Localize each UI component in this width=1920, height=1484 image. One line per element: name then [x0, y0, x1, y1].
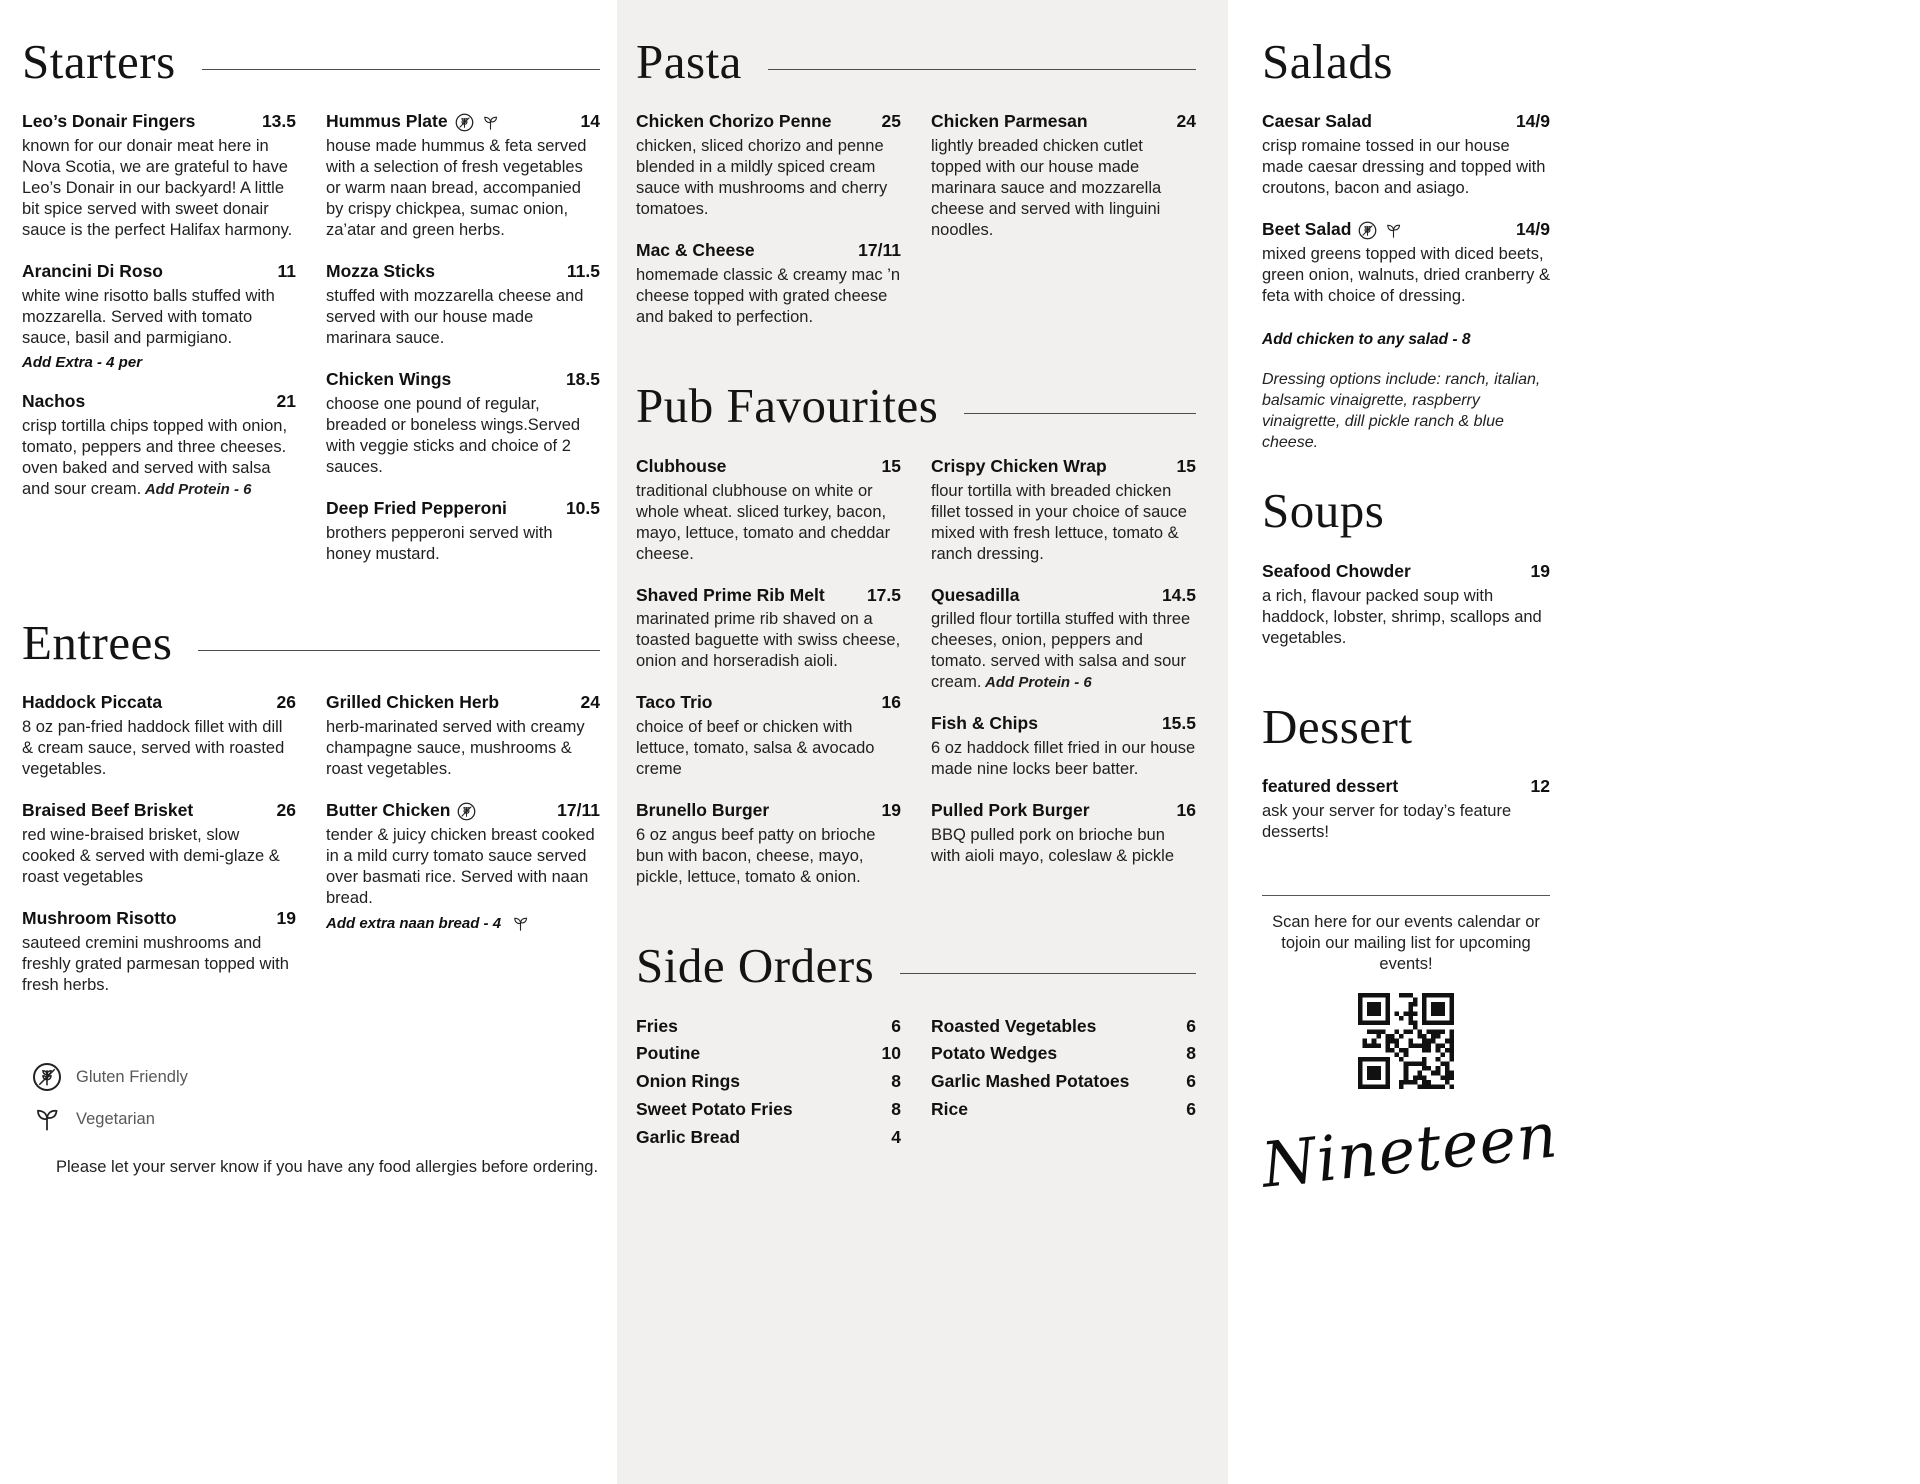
menu-item	[931, 1016, 1196, 1038]
item-price: 4	[891, 1127, 901, 1148]
item-description: known for our donair meat here in Nova Scotia, we are grateful to have Leo’s Donair in our backyard! A little bit spice served with sweet donair sauce is the perfect Halifax harmony.	[22, 137, 293, 240]
item-description: brothers pepperoni served with honey mustard.	[326, 523, 553, 563]
vegetarian-icon	[481, 113, 500, 132]
menu-item-header	[931, 585, 1196, 607]
menu-column	[1262, 561, 1550, 669]
section-header	[22, 36, 600, 87]
item-description: lightly breaded chicken cutlet topped with our house made marinara sauce and mozzarella cheese and served with linguini noodles.	[931, 137, 1162, 240]
item-name: Chicken Parmesan	[931, 111, 1088, 132]
item-price: 8	[891, 1071, 901, 1092]
item-name: Fish & Chips	[931, 713, 1038, 734]
menu-item	[636, 1071, 901, 1093]
menu-item	[636, 1016, 901, 1038]
menu-item	[1262, 111, 1550, 199]
item-name: Brunello Burger	[636, 800, 770, 821]
legend-row-vegetarian	[22, 1104, 600, 1134]
item-price: 6	[891, 1015, 901, 1036]
menu-item	[931, 585, 1196, 694]
item-addon-note	[22, 354, 296, 371]
menu-item-header	[326, 369, 600, 391]
section-title-starters: Starters	[22, 34, 176, 89]
menu-item	[636, 692, 901, 780]
item-name: Mushroom Risotto	[22, 908, 177, 929]
item-name: Braised Beef Brisket	[22, 800, 194, 821]
item-description: 6 oz haddock fillet fried in our house made nine locks beer batter.	[931, 739, 1196, 779]
item-description: BBQ pulled pork on brioche bun with aioli mayo, coleslaw & pickle	[931, 826, 1175, 866]
item-price: 24	[1176, 111, 1196, 132]
gluten-friendly-icon	[32, 1062, 62, 1092]
item-price: 24	[580, 692, 600, 713]
menu-item-header	[326, 498, 600, 520]
menu-item-header	[1262, 111, 1550, 133]
section-header	[636, 938, 1196, 994]
menu-item	[326, 369, 600, 478]
item-name: Leo’s Donair Fingers	[22, 111, 196, 132]
item-price: 15	[1176, 455, 1196, 476]
menu-item	[636, 240, 901, 328]
menu-item	[931, 713, 1196, 780]
item-price: 14/9	[1515, 111, 1550, 132]
item-price: 19	[1530, 560, 1550, 581]
section-rule	[964, 413, 1196, 414]
allergy-note: Please let your server know if you have any food allergies before ordering.	[56, 1158, 599, 1176]
section-pub-favourites	[636, 380, 1196, 908]
vegetarian-icon	[511, 914, 530, 933]
dessert-items	[1262, 776, 1550, 863]
menu-item-header	[326, 111, 600, 133]
section-header	[22, 614, 600, 670]
item-description: white wine risotto balls stuffed with mozzarella. Served with tomato sauce, basil and parmigiano.	[22, 287, 275, 348]
item-price: 17/11	[557, 800, 600, 821]
item-name: Hummus Plate	[326, 111, 448, 132]
menu-item	[931, 1099, 1196, 1121]
section-rule	[202, 69, 600, 70]
item-price: 8	[1186, 1043, 1196, 1064]
item-description: 8 oz pan-fried haddock fillet with dill & cream sauce, served with roasted vegetables.	[22, 718, 285, 779]
menu-item	[636, 1127, 901, 1149]
legend	[22, 1062, 600, 1177]
menu-item	[326, 261, 600, 349]
item-addon-note: Add Protein - 6	[981, 674, 1092, 692]
item-price: 10	[881, 1043, 901, 1064]
item-price: 26	[276, 800, 296, 821]
item-description: herb-marinated served with creamy champagne sauce, mushrooms & roast vegetables.	[326, 718, 585, 779]
gluten-friendly-icon	[455, 113, 474, 132]
item-name: Onion Rings	[636, 1071, 741, 1092]
item-description: chicken, sliced chorizo and penne blended in a mildly spiced cream sauce with mushrooms and cherry tomatoes.	[636, 137, 888, 219]
item-name: Potato Wedges	[931, 1043, 1058, 1064]
menu-column	[931, 1016, 1196, 1128]
item-name: Fries	[636, 1015, 678, 1036]
item-price: 16	[881, 692, 901, 713]
side-orders-items	[636, 1016, 1196, 1155]
pub-favourites-items	[636, 456, 1196, 909]
item-description: choice of beef or chicken with lettuce, tomato, salsa & avocado creme	[636, 718, 875, 779]
menu-item-header	[636, 1043, 901, 1065]
menu-item	[22, 391, 296, 500]
item-price: 6	[1186, 1015, 1196, 1036]
menu-item-header	[931, 1016, 1196, 1038]
menu-item-header	[1262, 219, 1550, 241]
item-price: 12	[1530, 775, 1550, 796]
menu-item	[636, 111, 901, 220]
vegetarian-label: Vegetarian	[76, 1109, 155, 1128]
section-title-dessert: Dessert	[1262, 698, 1413, 754]
item-addon-note: Add Protein - 6	[141, 481, 252, 499]
menu-item-header	[636, 456, 901, 478]
menu-item-header	[22, 800, 296, 822]
middle-column	[636, 36, 1196, 1187]
menu-item	[1262, 219, 1550, 307]
item-name: Taco Trio	[636, 692, 713, 713]
section-title-pub-favourites: Pub Favourites	[636, 378, 939, 434]
menu-column	[22, 111, 296, 520]
gluten-friendly-icon	[1358, 221, 1377, 240]
item-name: Mac & Cheese	[636, 240, 755, 261]
menu-item	[1262, 776, 1550, 843]
item-price: 16	[1176, 800, 1196, 821]
pasta-items	[636, 111, 1196, 348]
section-rule	[198, 650, 600, 651]
menu-item	[931, 1071, 1196, 1093]
menu-item	[326, 692, 600, 780]
menu-item	[326, 498, 600, 565]
item-description: grilled flour tortilla stuffed with three cheeses, onion, peppers and tomato. served with salsa and sour cream. Add Protein - 6	[931, 610, 1191, 692]
menu-item-header	[326, 692, 600, 714]
menu-item-header	[931, 800, 1196, 822]
item-name: Seafood Chowder	[1262, 560, 1411, 581]
item-description: mixed greens topped with diced beets, green onion, walnuts, dried cranberry & feta with choice of dressing.	[1262, 245, 1550, 306]
item-price: 17.5	[866, 584, 901, 605]
item-name: Pulled Pork Burger	[931, 800, 1090, 821]
menu-item	[22, 261, 296, 371]
salad-add-chicken-note: Add chicken to any salad - 8	[1262, 331, 1471, 349]
item-description: homemade classic & creamy mac ’n cheese topped with grated cheese and baked to perfection.	[636, 266, 901, 327]
menu-item	[636, 1043, 901, 1065]
menu-item	[636, 456, 901, 565]
item-price: 15.5	[1161, 713, 1196, 734]
menu-column	[326, 692, 600, 953]
section-title-side-orders: Side Orders	[636, 938, 875, 994]
item-description: house made hummus & feta served with a selection of fresh vegetables or warm naan bread, accompanied by crispy chickpea, sumac onion, za’atar and green herbs.	[326, 137, 587, 240]
item-description: stuffed with mozzarella cheese and served with our house made marinara sauce.	[326, 287, 584, 348]
item-price: 18.5	[565, 369, 600, 390]
menu-item	[931, 456, 1196, 565]
events-block	[1262, 895, 1550, 1089]
qr-code	[1358, 993, 1454, 1089]
item-description: a rich, flavour packed soup with haddock, lobster, shrimp, scallops and vegetables.	[1262, 586, 1542, 647]
menu-item-header	[636, 585, 901, 607]
item-name: Garlic Mashed Potatoes	[931, 1071, 1130, 1092]
gluten-friendly-icon	[457, 802, 476, 821]
item-name: Caesar Salad	[1262, 111, 1372, 132]
section-title-pasta: Pasta	[636, 34, 742, 89]
menu-item-header	[1262, 561, 1550, 583]
section-title-soups: Soups	[1262, 483, 1385, 539]
item-description: choose one pound of regular, breaded or boneless wings.Served with veggie sticks and choice of 2 sauces.	[326, 395, 581, 477]
menu-item-header	[931, 713, 1196, 735]
item-name: Chicken Chorizo Penne	[636, 111, 832, 132]
menu-item	[636, 1099, 901, 1121]
item-description: red wine-braised brisket, slow cooked & served with demi-glaze & roast vegetables	[22, 826, 280, 887]
section-dessert	[1262, 698, 1550, 863]
left-column	[22, 36, 600, 1177]
section-salads	[1262, 36, 1550, 453]
menu-item-header	[22, 111, 296, 133]
item-price: 10.5	[565, 498, 600, 519]
section-rule	[768, 69, 1196, 70]
item-name: Sweet Potato Fries	[636, 1099, 793, 1120]
menu-item-header	[636, 1016, 901, 1038]
menu-item-header	[931, 1099, 1196, 1121]
menu-item-header	[636, 800, 901, 822]
menu-column	[1262, 776, 1550, 863]
gluten-friendly-label: Gluten Friendly	[76, 1067, 188, 1086]
item-price: 8	[891, 1099, 901, 1120]
menu-item-header	[22, 391, 296, 413]
section-pasta	[636, 36, 1196, 348]
menu-column	[636, 1016, 901, 1155]
menu-column	[326, 111, 600, 585]
section-starters	[22, 36, 600, 585]
right-column	[1258, 34, 1562, 1202]
events-text: Scan here for our events calendar or tojoin our mailing list for upcoming events!	[1272, 912, 1540, 973]
menu-item	[22, 800, 296, 888]
item-name: Haddock Piccata	[22, 692, 163, 713]
item-description: crisp romaine tossed in our house made caesar dressing and topped with croutons, bacon and asiago.	[1262, 137, 1546, 198]
item-price: 14	[580, 111, 600, 132]
item-price: 15	[881, 455, 901, 476]
section-side-orders	[636, 940, 1196, 1155]
menu-column	[1262, 111, 1550, 327]
item-addon-text: Add extra naan bread - 4	[326, 915, 502, 933]
menu-column	[931, 111, 1196, 261]
item-price: 25	[881, 111, 901, 132]
section-title-entrees: Entrees	[22, 614, 173, 670]
item-addon-text: Add Extra - 4 per	[22, 354, 143, 372]
item-name: Roasted Vegetables	[931, 1015, 1097, 1036]
item-description: marinated prime rib shaved on a toasted baguette with swiss cheese, onion and horseradish aioli.	[636, 610, 901, 671]
menu-item-header	[1262, 776, 1550, 798]
item-price: 19	[276, 908, 296, 929]
item-price: 11.5	[566, 261, 600, 282]
item-name: Chicken Wings	[326, 369, 452, 390]
vegetarian-icon	[32, 1104, 62, 1134]
item-name: Mozza Sticks	[326, 261, 435, 282]
item-price: 6	[1186, 1099, 1196, 1120]
section-header	[1262, 698, 1550, 754]
item-price: 21	[276, 391, 296, 412]
item-price: 17/11	[858, 240, 901, 261]
menu-item-header	[931, 111, 1196, 133]
item-price: 11	[277, 261, 296, 282]
item-name: Garlic Bread	[636, 1127, 741, 1148]
item-name: Shaved Prime Rib Melt	[636, 584, 825, 605]
menu-column	[636, 111, 901, 348]
item-description: flour tortilla with breaded chicken fillet tossed in your choice of sauce mixed with fresh lettuce, tomato & ranch dressing.	[931, 481, 1187, 563]
item-name: Clubhouse	[636, 455, 727, 476]
section-rule	[900, 973, 1196, 974]
menu-item	[931, 800, 1196, 867]
menu-item-header	[326, 261, 600, 283]
section-entrees	[22, 614, 600, 1016]
item-description: 6 oz angus beef patty on brioche bun with bacon, cheese, mayo, pickle, lettuce, tomato & onion.	[636, 826, 876, 887]
item-name: Crispy Chicken Wrap	[931, 455, 1107, 476]
menu-item-header	[636, 240, 901, 262]
events-divider	[1262, 895, 1550, 896]
menu-item-header	[326, 800, 600, 822]
item-description: tender & juicy chicken breast cooked in a mild curry tomato sauce served over basmati rice. Served with naan bread.	[326, 826, 595, 908]
restaurant-logo: Nineteen	[1258, 1097, 1562, 1202]
section-soups	[1262, 485, 1550, 668]
salad-dressing-note: Dressing options include: ranch, italian, balsamic vinaigrette, raspberry vinaigrette, dill pickle ranch & blue cheese.	[1262, 371, 1541, 452]
item-name: Grilled Chicken Herb	[326, 692, 500, 713]
item-description: crisp tortilla chips topped with onion, tomato, peppers and three cheeses. oven baked and served with salsa and sour cream. Add Protein - 6	[22, 417, 288, 499]
menu-column	[931, 456, 1196, 888]
menu-item	[22, 111, 296, 241]
menu-item-header	[636, 692, 901, 714]
menu-item-header	[22, 692, 296, 714]
item-price: 14/9	[1515, 219, 1550, 240]
item-price: 6	[1186, 1071, 1196, 1092]
menu-item	[931, 1043, 1196, 1065]
starters-items	[22, 111, 600, 585]
menu-item-header	[931, 1043, 1196, 1065]
menu-item-header	[636, 111, 901, 133]
menu-item	[636, 585, 901, 673]
item-price: 19	[881, 800, 901, 821]
menu-item	[22, 908, 296, 996]
item-addon-note	[326, 914, 600, 933]
item-name: featured dessert	[1262, 775, 1399, 796]
menu-item	[931, 111, 1196, 241]
menu-column	[636, 456, 901, 909]
item-name: Deep Fried Pepperoni	[326, 498, 507, 519]
item-name: Butter Chicken	[326, 800, 451, 821]
menu-item	[326, 111, 600, 241]
item-name: Nachos	[22, 391, 86, 412]
menu-column	[22, 692, 296, 1016]
item-name: Quesadilla	[931, 584, 1020, 605]
menu-item-header	[636, 1071, 901, 1093]
item-name: Poutine	[636, 1043, 701, 1064]
section-header	[636, 378, 1196, 434]
vegetarian-icon	[1384, 221, 1403, 240]
item-name: Rice	[931, 1099, 968, 1120]
item-name: Beet Salad	[1262, 219, 1352, 240]
soups-items	[1262, 561, 1550, 669]
menu-item-header	[22, 261, 296, 283]
menu-item	[636, 800, 901, 888]
menu-item-header	[931, 456, 1196, 478]
item-name: Arancini Di Roso	[22, 261, 163, 282]
item-description: traditional clubhouse on white or whole wheat. sliced turkey, bacon, mayo, lettuce, tomato and cheddar cheese.	[636, 481, 891, 563]
item-description: ask your server for today’s feature desserts!	[1262, 801, 1512, 841]
section-title-salads: Salads	[1262, 34, 1393, 89]
section-header	[1262, 483, 1550, 539]
section-header	[636, 36, 1196, 87]
item-price: 13.5	[261, 111, 296, 132]
menu-item-header	[22, 908, 296, 930]
item-description: sauteed cremini mushrooms and freshly grated parmesan topped with fresh herbs.	[22, 934, 289, 994]
menu-item	[326, 800, 600, 933]
entrees-items	[22, 692, 600, 1016]
item-price: 14.5	[1161, 584, 1196, 605]
section-header	[1262, 36, 1550, 87]
menu-item-header	[931, 1071, 1196, 1093]
menu-item	[22, 692, 296, 780]
menu-item-header	[636, 1127, 901, 1149]
menu-item	[1262, 561, 1550, 649]
salads-items	[1262, 111, 1550, 327]
item-price: 26	[276, 692, 296, 713]
legend-row-gluten-friendly	[22, 1062, 600, 1092]
menu-item-header	[636, 1099, 901, 1121]
